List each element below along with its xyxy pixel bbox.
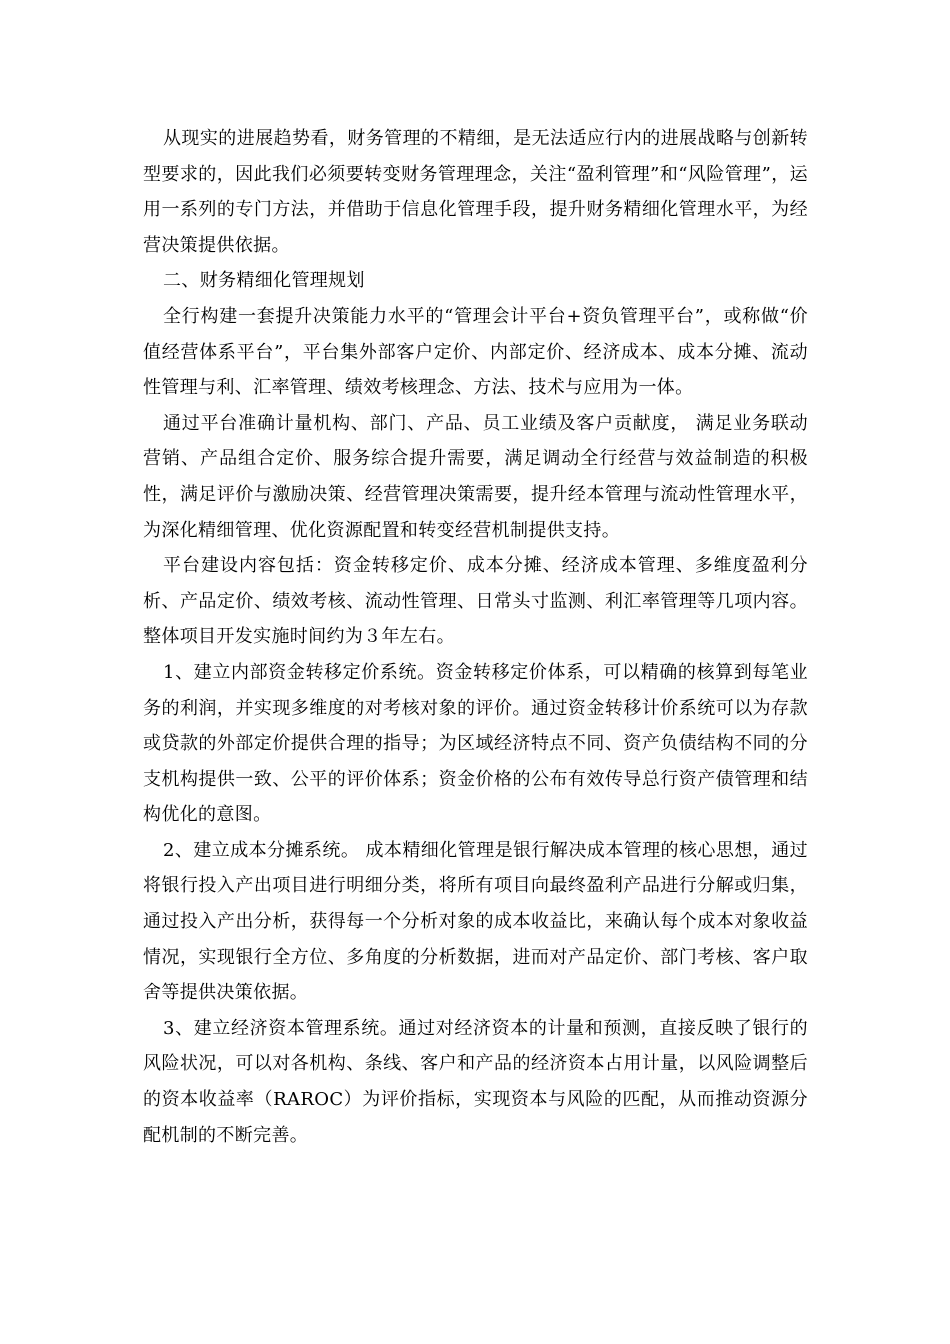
- paragraph-platform-scope: 平台建设内容包括：资金转移定价、成本分摊、经济成本管理、多维度盈利分析、产品定价、绩效考核、流动性管理、日常头寸监测、利汇率管理等几项内容。整体项目开发实施时间约为３年左右。: [143, 555, 808, 648]
- paragraph-economic-capital: 3、建立经济资本管理系统。通过对经济资本的计量和预测，直接反映了银行的风险状况，可以对各机构、条线、客户和产品的经济资本占用计量，以风险调整后的资本收益率（RAROC）为评价指标，实现资本与风险的匹配，从而推动资源分配机制的不断完善。: [143, 1017, 808, 1146]
- paragraph-platform-build: 全行构建一套提升决策能力水平的“管理会计平台+资负管理平台”，或称做“价值经营体系平台”，平台集外部客户定价、内部定价、经济成本、成本分摊、流动性管理与利、汇率管理、绩效考核理念、方法、技术与应用为一体。: [143, 305, 808, 399]
- section-heading-planning: 二、财务精细化管理规划: [163, 270, 365, 292]
- paragraph-cost-allocation: 2、建立成本分摊系统。 成本精细化管理是银行解决成本管理的核心思想，通过将银行投入产出项目进行明细分类，将所有项目向最终盈利产品进行分解或归集，通过投入产出分析，获得每一个分析对象的成本收益比，来确认每个成本对象收益情况，实现银行全方位、多角度的分析数据，进而对产品定价、部门考核、客户取舍等提供决策依据。: [143, 839, 808, 1004]
- document-body: [143, 121, 808, 1153]
- paragraph-ftp-system: 1、建立内部资金转移定价系统。资金转移定价体系，可以精确的核算到每笔业务的利润，并实现多维度的对考核对象的评价。通过资金转移计价系统可以为存款或贷款的外部定价提供合理的指导；为区域经济特点不同、资产负债结构不同的分支机构提供一致、公平的评价体系；资金价格的公布有效传导总行资产债管理和结构优化的意图。: [143, 661, 808, 826]
- paragraph-platform-purpose: 通过平台准确计量机构、部门、产品、员工业绩及客户贡献度， 满足业务联动营销、产品组合定价、服务综合提升需要，满足调动全行经营与效益制造的积极性，满足评价与激励决策、经营管理决策需要，提升经本管理与流动性管理水平，为深化精细管理、优化资源配置和转变经营机制提供支持。: [143, 412, 808, 541]
- paragraph-trend-analysis: 从现实的进展趋势看，财务管理的不精细，是无法适应行内的进展战略与创新转型要求的，因此我们必须要转变财务管理理念，关注“盈利管理”和“风险管理”，运用一系列的专门方法，并借助于信息化管理手段，提升财务精细化管理水平，为经营决策提供依据。: [143, 128, 808, 256]
